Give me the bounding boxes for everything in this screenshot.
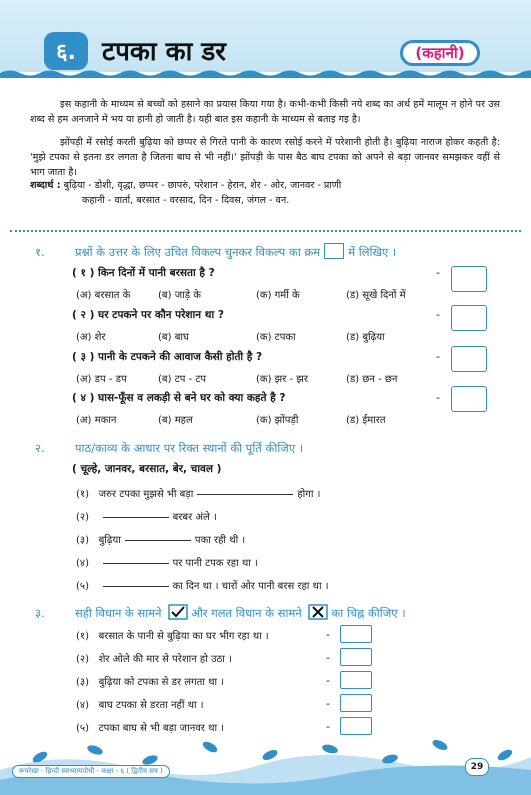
tf-box-2[interactable]	[340, 648, 372, 666]
vocab-line-2: कहानी - वार्ता, बरसात - वरसाद, दिन - दिवस, जंगल - वन.	[82, 195, 290, 206]
item-post: पर पानी टपक रहा था ।	[172, 558, 258, 569]
dash: -	[326, 674, 330, 687]
tf-item-2	[76, 651, 232, 665]
check-mark-icon	[168, 604, 188, 620]
item-num: (५)	[76, 581, 90, 592]
item-post: बरबर अंले ।	[172, 512, 217, 523]
blank-line[interactable]	[103, 563, 169, 564]
fill-item-1	[76, 486, 320, 500]
page-number: 29	[465, 758, 489, 776]
option: (ड) छन - छन	[346, 374, 398, 385]
section-1-instruction-a: प्रश्नों के उत्तर के लिए उचित विकल्प चुनकर विकल्प का क्रम	[75, 245, 321, 259]
tf-item-1	[76, 628, 269, 642]
dash: -	[436, 308, 440, 321]
mcq-question-4: ( ४ ) घास-फूँस व लकड़ी से बने घर को क्या कहते है ?	[72, 392, 286, 404]
lesson-title: टपका का डर	[102, 37, 226, 67]
answer-box-2[interactable]	[451, 305, 487, 331]
option: (ब) बाघ	[158, 332, 189, 343]
option: (ड) बुढ़िया	[346, 332, 385, 343]
mcq-options-4	[76, 412, 386, 426]
tf-item-3	[76, 674, 224, 688]
option: (ब) जाड़े के	[158, 290, 201, 301]
item-num: (४)	[76, 558, 90, 569]
tf-box-1[interactable]	[340, 625, 372, 643]
section-1-number: १.	[35, 245, 45, 259]
option: (अ) शेर	[76, 332, 106, 343]
section-3-instruction-b: और गलत विधान के सामने	[191, 606, 302, 620]
mcq-question-1: ( १ ) किन दिनों में पानी बरसता है ?	[72, 267, 215, 279]
fill-item-5	[76, 578, 329, 592]
tf-item-4	[76, 697, 204, 711]
option: (क) टपका	[256, 332, 296, 343]
item-text: बाघ टपका से डरता नहीं था ।	[98, 700, 204, 711]
fill-item-2	[76, 509, 217, 523]
mcq-options-2	[76, 329, 385, 343]
option: (ब) महल	[158, 415, 193, 426]
item-text: टपका बाघ से भी बड़ा जानवर था ।	[98, 723, 225, 734]
blank-line[interactable]	[103, 517, 169, 518]
item-post: का दिन था । चारों ओर पानी बरस रहा था ।	[172, 581, 329, 592]
answer-box-3[interactable]	[451, 346, 487, 372]
section-3-instruction-a: सही विधान के सामने	[75, 606, 162, 620]
blank-line[interactable]	[197, 494, 293, 495]
dash: -	[326, 628, 330, 641]
item-pre: जरुर टपका मुझसे भी बड़ा	[98, 489, 194, 500]
item-num: (२)	[76, 654, 90, 665]
mcq-question-2: ( २ ) घर टपकने पर कौन परेशान था ?	[72, 309, 224, 321]
section-3-instruction-c: का चिह्न कीजिए ।	[331, 606, 406, 620]
section-1-heading	[35, 243, 396, 260]
fill-item-4	[76, 555, 258, 569]
option: (अ) डप - डप	[76, 374, 127, 385]
vocab-line-1: बुढ़िया - डोशी, वृद्धा, छप्पर - छापरुं, परेशान - हेरान, शेर - ओर, जानवर - प्राणी	[63, 180, 342, 191]
dash: -	[326, 720, 330, 733]
dash: -	[436, 391, 440, 404]
item-num: (१)	[76, 631, 90, 642]
item-num: (३)	[76, 535, 90, 546]
vocabulary	[30, 178, 500, 208]
item-post: पका रही थी ।	[194, 535, 246, 546]
genre-label: (कहानी)	[400, 40, 480, 66]
blank-line[interactable]	[125, 540, 191, 541]
option: (ड) सूखे दिनों में	[346, 290, 406, 301]
intro-paragraph-2: झोंपड़ी में रसोई करती बुढ़िया को छप्पर से गिरते पानी के कारण रसोई करने में परेशानी होती है। बुढ़िया नाराज होकर कहती है: 'मुझे टपका से इतना डर लगता है जितना बाघ से भी नहीं।' झोंपड़ी के पास बैठ बाघ टपका को अपने से बड़ा जानवर समझकर वहीं से भाग जाता है।	[30, 137, 500, 178]
mcq-question-3: ( ३ ) पानी के टपकने की आवाज कैसी होती है ?	[72, 351, 263, 363]
intro-paragraph-1: इस कहानी के माध्यम से बच्चों को हसाने का प्रयास किया गया है। कभी-कभी किसी नये शब्द का अर्थ हमें मालूम न होने पर उस शब्द से हम अनजाने में भय या हानी हो जाती है। यही बात इस कहानी के माध्यम से बताइ गइ है।	[30, 99, 500, 125]
footer-book-title: रूपरेखा - हिन्दी स्वाध्यायपोथी - कक्षा - ६ ( द्वितीय सत्र )	[12, 765, 170, 778]
section-divider	[10, 230, 521, 232]
dash: -	[326, 651, 330, 664]
option: (ड) ईमारत	[346, 415, 386, 426]
answer-box-1[interactable]	[451, 266, 487, 292]
word-bank: ( चूल्हे, जानवर, बरसात, बेर, चावल )	[72, 463, 222, 475]
mcq-options-3	[76, 371, 397, 385]
section-3-heading	[35, 604, 406, 621]
vocab-label: शब्दार्थ :	[30, 180, 61, 191]
option: (क) झर - झर	[256, 374, 308, 385]
mcq-options-1	[76, 287, 406, 301]
section-3-number: ३.	[35, 606, 45, 620]
answer-box-4[interactable]	[451, 386, 487, 412]
item-post: होगा ।	[297, 489, 321, 500]
item-num: (२)	[76, 512, 90, 523]
intro-text	[30, 97, 500, 188]
section-2-heading	[35, 441, 303, 456]
option: (अ) बरसात के	[76, 290, 131, 301]
dash: -	[436, 266, 440, 279]
option: (क) गर्मी के	[256, 290, 300, 301]
instruction-box	[324, 243, 344, 259]
option: (क) झोंपड़ी	[256, 415, 299, 426]
tf-box-3[interactable]	[340, 671, 372, 689]
item-num: (४)	[76, 700, 90, 711]
fill-item-3	[76, 532, 245, 546]
item-text: बुढ़िया को टपका से डर लगता था ।	[98, 677, 225, 688]
tf-item-5	[76, 720, 224, 734]
tf-box-5[interactable]	[340, 717, 372, 735]
item-text: बरसात के पानी से बुढ़िया का घर भीग रहा था ।	[98, 631, 269, 642]
item-pre: बुढ़िया	[98, 535, 121, 546]
section-2-number: २.	[35, 441, 45, 455]
cross-mark-icon	[308, 604, 328, 620]
dash: -	[436, 350, 440, 363]
blank-line[interactable]	[103, 586, 169, 587]
tf-box-4[interactable]	[340, 694, 372, 712]
item-num: (३)	[76, 677, 90, 688]
lesson-number-badge: ६.	[44, 32, 88, 70]
dash: -	[326, 697, 330, 710]
section-2-instruction: पाठ/काव्य के आधार पर रिक्त स्थानों की पूर्ति कीजिए ।	[75, 441, 304, 455]
item-num: (१)	[76, 489, 90, 500]
item-num: (५)	[76, 723, 90, 734]
option: (ब) टप - टप	[158, 374, 207, 385]
item-text: शेर ओले की मार से परेशान हो उठा ।	[98, 654, 232, 665]
section-1-instruction-b: में लिखिए ।	[348, 245, 397, 259]
option: (अ) मकान	[76, 415, 117, 426]
